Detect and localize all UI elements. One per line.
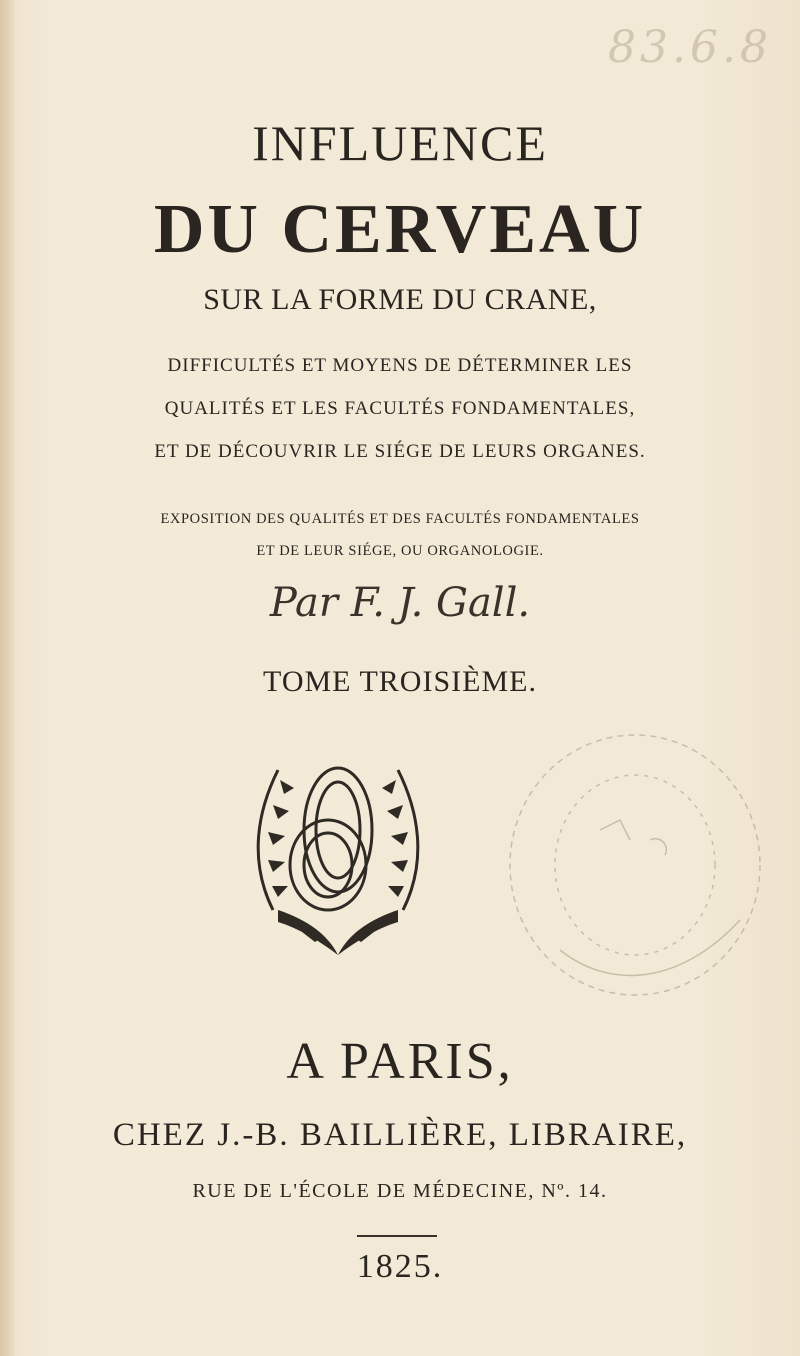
imprint-city: A PARIS,	[286, 1033, 514, 1090]
divider-rule	[357, 1235, 437, 1237]
subtitle-line-2: QUALITÉS ET LES FACULTÉS FONDAMENTALES,	[164, 398, 636, 419]
imprint-publisher: CHEZ J.-B. BAILLIÈRE, LIBRAIRE,	[112, 1117, 688, 1153]
monogram-laurel-wreath-icon	[218, 750, 458, 970]
exposition-line-1: EXPOSITION DES QUALITÉS ET DES FACULTÉS FONDAMENTALES	[160, 511, 640, 527]
volume-label: TOME TROISIÈME.	[263, 665, 537, 698]
shelfmark: 83.6.8	[608, 22, 772, 73]
title-line-2: DU CERVEAU	[153, 191, 647, 268]
library-stamp-icon	[500, 720, 770, 1010]
exposition-line-2: ET DE LEUR SIÉGE, OU ORGANOLOGIE.	[256, 543, 544, 559]
imprint-year: 1825.	[356, 1248, 444, 1285]
subtitle-line-3: ET DE DÉCOUVRIR LE SIÉGE DE LEURS ORGANES.	[154, 441, 646, 462]
imprint-address: RUE DE L'ÉCOLE DE MÉDECINE, Nº. 14.	[192, 1180, 608, 1202]
author-signature: Par F. J. Gall.	[269, 580, 531, 626]
title-line-3: SUR LA FORME DU CRANE,	[203, 283, 597, 316]
subtitle-line-1: DIFFICULTÉS ET MOYENS DE DÉTERMINER LES	[167, 355, 633, 376]
title-line-1: INFLUENCE	[252, 115, 548, 171]
